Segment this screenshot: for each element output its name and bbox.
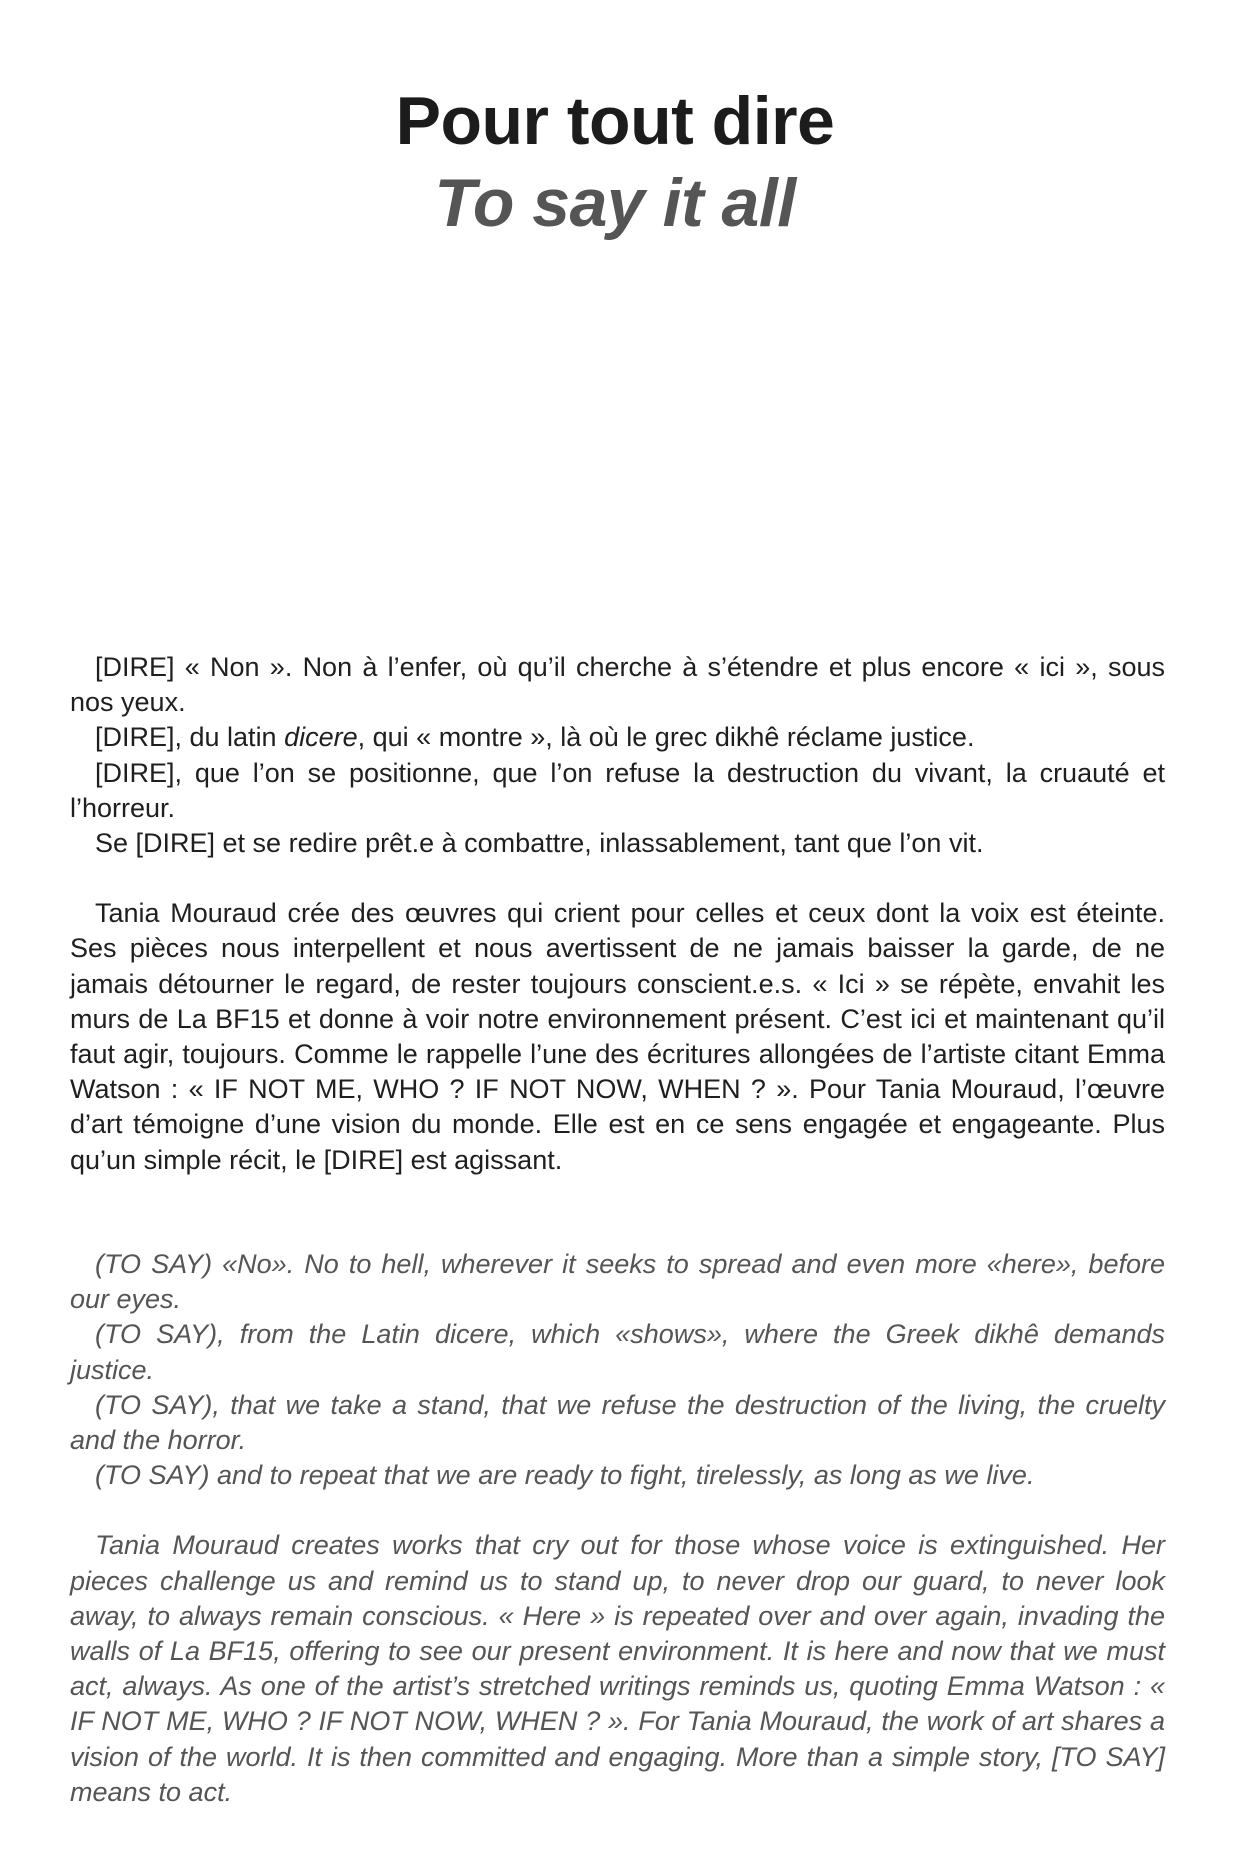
french-text-block	[70, 650, 1165, 1178]
english-text-block	[70, 1247, 1165, 1810]
french-paragraph-1: [DIRE] « Non ». Non à l’enfer, où qu’il cherche à s’étendre et plus encore « ici », sous nos yeux.	[70, 652, 1165, 718]
english-paragraph-1: (TO SAY) «No». No to hell, wherever it seeks to spread and even more «here», before our eyes.	[70, 1249, 1165, 1315]
french-paragraph-2-end: , qui « montre », là où le grec dikhê réclame justice.	[357, 722, 975, 753]
french-paragraph-2	[70, 720, 1165, 755]
english-paragraph-5: Tania Mouraud creates works that cry out for those whose voice is extinguished. Her pieces challenge us and remind us to stand up, to never drop our guard, to never look away, to always remain conscious. « Here » is repeated over and over again, invading the walls of La BF15, offering to see our present environment. It is here and now that we must act, always. As one of the artist’s stretched writings reminds us, quoting Emma Watson : « IF NOT ME, WHO ? IF NOT NOW, WHEN ? ». For Tania Mouraud, the work of art shares a vision of the world. It is then committed and engaging. More than a simple story, [TO SAY] means to act.	[70, 1530, 1165, 1807]
french-paragraph-5: Tania Mouraud crée des œuvres qui crient pour celles et ceux dont la voix est éteinte. Ses pièces nous interpellent et nous avertissent de ne jamais baisser la garde, de ne jamais détourner le regard, de rester toujours conscient.e.s. « Ici » se répète, envahit les murs de La BF15 et donne à voir notre environnement présent. C’est ici et maintenant qu’il faut agir, toujours. Comme le rappelle l’une des écritures allongées de l’artiste citant Emma Watson : « IF NOT ME, WHO ? IF NOT NOW, WHEN ? ». Pour Tania Mouraud, l’œuvre d’art témoigne d’une vision du monde. Elle est en ce sens engagée et engageante. Plus qu’un simple récit, le [DIRE] est agissant.	[70, 898, 1165, 1175]
title-block	[0, 80, 1230, 244]
english-paragraph-2: (TO SAY), from the Latin dicere, which «shows», where the Greek dikhê demands justice.	[70, 1319, 1165, 1385]
paragraph-gap	[70, 861, 1165, 896]
french-paragraph-2-start: [DIRE], du latin	[95, 722, 285, 753]
page-title-english: To say it all	[434, 165, 796, 241]
english-paragraph-4: (TO SAY) and to repeat that we are ready to fight, tirelessly, as long as we live.	[95, 1460, 1035, 1491]
french-paragraph-2-latin-word: dicere	[284, 722, 358, 753]
paragraph-gap	[70, 1493, 1165, 1528]
french-paragraph-3: [DIRE], que l’on se positionne, que l’on refuse la destruction du vivant, la cruauté et l’horreur.	[70, 757, 1165, 823]
page-title-french: Pour tout dire	[395, 83, 835, 159]
french-paragraph-4: Se [DIRE] et se redire prêt.e à combattre, inlassablement, tant que l’on vit.	[95, 828, 984, 859]
english-paragraph-3: (TO SAY), that we take a stand, that we refuse the destruction of the living, the cruelty and the horror.	[70, 1389, 1165, 1456]
